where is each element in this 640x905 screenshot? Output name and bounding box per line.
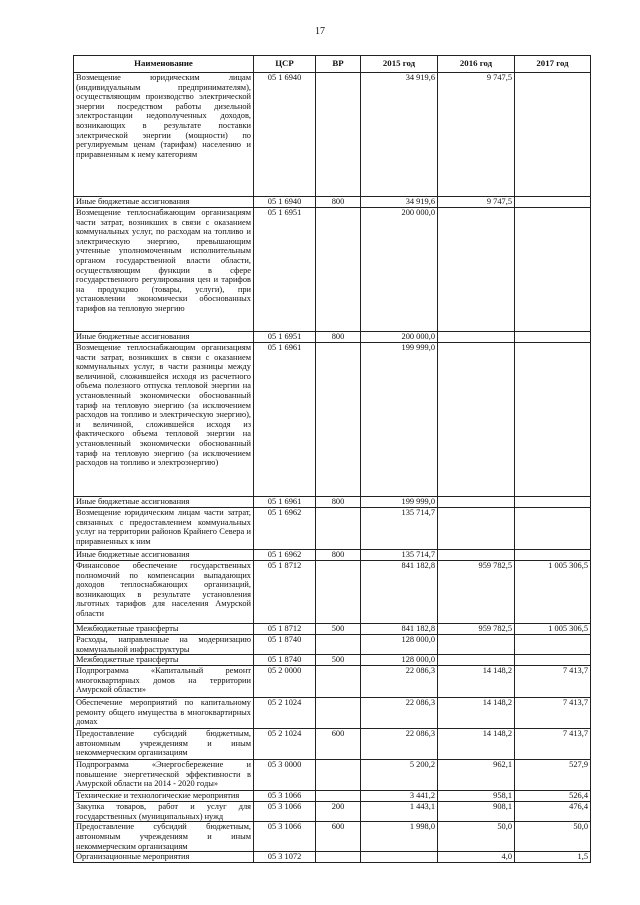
row-2015: 841 182,8 xyxy=(361,561,438,624)
row-vr: 500 xyxy=(316,655,361,666)
table-row xyxy=(74,760,591,791)
row-2015: 199 999,0 xyxy=(361,343,438,497)
row-csr: 05 3 1072 xyxy=(254,852,316,863)
table-row xyxy=(74,197,591,208)
page-number: 17 xyxy=(315,26,325,37)
row-2015: 3 441,2 xyxy=(361,791,438,802)
row-2017: 476,4 xyxy=(515,802,591,822)
row-name: Возмещение теплоснабжающим организациям части затрат, возникших в связи с оказанием коммунальных услуг, по расходам на топливо и электрическую энергию, превышающим учтенные уполномоченным исполнительным органом государственной власти области, осуществляющим функции в сфере государственного регулирования цен и тарифов на продукцию (товары, услуги), при установлении экономически обоснованных тарифов на тепловую энергию xyxy=(74,208,254,332)
row-csr: 05 3 1066 xyxy=(254,802,316,822)
table-row xyxy=(74,561,591,624)
row-2015: 135 714,7 xyxy=(361,508,438,550)
table-body xyxy=(74,73,591,863)
row-csr: 05 1 8740 xyxy=(254,635,316,655)
row-vr xyxy=(316,508,361,550)
row-2015: 841 182,8 xyxy=(361,624,438,635)
row-2016: 9 747,5 xyxy=(438,197,515,208)
row-vr xyxy=(316,561,361,624)
row-csr: 05 2 1024 xyxy=(254,698,316,729)
row-2015: 1 998,0 xyxy=(361,822,438,852)
row-2017 xyxy=(515,332,591,343)
row-name: Иные бюджетные ассигнования xyxy=(74,497,254,508)
row-vr: 500 xyxy=(316,624,361,635)
table-row xyxy=(74,208,591,332)
row-csr: 05 1 6962 xyxy=(254,508,316,550)
row-csr: 05 2 1024 xyxy=(254,729,316,760)
row-2015: 135 714,7 xyxy=(361,550,438,561)
row-2015: 34 919,6 xyxy=(361,197,438,208)
row-2016 xyxy=(438,332,515,343)
row-2016 xyxy=(438,550,515,561)
header-vr: ВР xyxy=(316,56,361,73)
table-row xyxy=(74,729,591,760)
row-2017: 50,0 xyxy=(515,822,591,852)
row-csr: 05 1 8712 xyxy=(254,624,316,635)
row-2017 xyxy=(515,497,591,508)
row-2016 xyxy=(438,655,515,666)
row-2015 xyxy=(361,852,438,863)
row-2015: 22 086,3 xyxy=(361,698,438,729)
row-name: Технические и технологические мероприятия xyxy=(74,791,254,802)
table-row xyxy=(74,508,591,550)
row-vr xyxy=(316,73,361,197)
row-name: Расходы, направленные на модернизацию коммунальной инфраструктуры xyxy=(74,635,254,655)
row-2017 xyxy=(515,635,591,655)
header-2017: 2017 год xyxy=(515,56,591,73)
row-vr: 200 xyxy=(316,802,361,822)
budget-table xyxy=(73,55,591,863)
row-2015: 1 443,1 xyxy=(361,802,438,822)
row-name: Предоставление субсидий бюджетным, автономным учреждениям и иным некоммерческим организациям xyxy=(74,729,254,760)
row-vr xyxy=(316,635,361,655)
row-vr xyxy=(316,343,361,497)
row-name: Подпрограмма «Энергосбережение и повышение энергетической эффективности в Амурской области на 2014 - 2020 годы» xyxy=(74,760,254,791)
row-vr: 600 xyxy=(316,822,361,852)
table-row xyxy=(74,698,591,729)
row-2016 xyxy=(438,343,515,497)
table-row xyxy=(74,791,591,802)
row-csr: 05 1 6940 xyxy=(254,197,316,208)
table-row xyxy=(74,550,591,561)
header-2015: 2015 год xyxy=(361,56,438,73)
row-csr: 05 1 8740 xyxy=(254,655,316,666)
row-name: Межбюджетные трансферты xyxy=(74,624,254,635)
row-2016: 959 782,5 xyxy=(438,561,515,624)
row-csr: 05 1 6961 xyxy=(254,497,316,508)
row-vr xyxy=(316,666,361,698)
row-2016: 962,1 xyxy=(438,760,515,791)
row-vr: 800 xyxy=(316,497,361,508)
row-2015: 128 000,0 xyxy=(361,635,438,655)
table-row xyxy=(74,635,591,655)
row-csr: 05 1 8712 xyxy=(254,561,316,624)
table-row xyxy=(74,624,591,635)
row-2017: 1,5 xyxy=(515,852,591,863)
row-2017 xyxy=(515,343,591,497)
row-csr: 05 1 6951 xyxy=(254,332,316,343)
table-row xyxy=(74,822,591,852)
row-2016: 50,0 xyxy=(438,822,515,852)
table-row xyxy=(74,73,591,197)
row-2017 xyxy=(515,550,591,561)
row-vr xyxy=(316,760,361,791)
row-csr: 05 2 0000 xyxy=(254,666,316,698)
row-name: Финансовое обеспечение государственных полномочий по компенсации выпадающих доходов теплоснабжающих организаций, возникающих в результате установления льготных тарифов для населения Амурской области xyxy=(74,561,254,624)
row-2015: 22 086,3 xyxy=(361,666,438,698)
row-2016 xyxy=(438,508,515,550)
table-row xyxy=(74,666,591,698)
row-name: Иные бюджетные ассигнования xyxy=(74,550,254,561)
row-2017: 527,9 xyxy=(515,760,591,791)
row-2015: 128 000,0 xyxy=(361,655,438,666)
row-vr: 800 xyxy=(316,332,361,343)
row-csr: 05 3 1066 xyxy=(254,822,316,852)
row-vr xyxy=(316,698,361,729)
row-2015: 34 919,6 xyxy=(361,73,438,197)
row-2015: 22 086,3 xyxy=(361,729,438,760)
row-name: Закупка товаров, работ и услуг для государственных (муниципальных) нужд xyxy=(74,802,254,822)
row-2016 xyxy=(438,635,515,655)
row-vr: 800 xyxy=(316,197,361,208)
row-vr xyxy=(316,208,361,332)
row-name: Предоставление субсидий бюджетным, автономным учреждениям и иным некоммерческим организациям xyxy=(74,822,254,852)
table-row xyxy=(74,802,591,822)
row-2017: 7 413,7 xyxy=(515,666,591,698)
header-csr: ЦСР xyxy=(254,56,316,73)
row-name: Межбюджетные трансферты xyxy=(74,655,254,666)
row-vr xyxy=(316,852,361,863)
row-name: Возмещение юридическим лицам (индивидуальным предпринимателям), осуществляющим производство электрической энергии посредством работы дизельной электростанции недополученных доходов, возникающих в результате поставки электрической энергии (мощности) по регулируемым ценам (тарифам) населению и приравненным к нему категориям xyxy=(74,73,254,197)
row-vr xyxy=(316,791,361,802)
row-2017: 7 413,7 xyxy=(515,729,591,760)
row-2017: 7 413,7 xyxy=(515,698,591,729)
row-2017: 1 005 306,5 xyxy=(515,561,591,624)
row-name: Возмещение теплоснабжающим организациям части затрат, возникших в связи с оказанием коммунальных услуг, в части разницы между величиной, сложившейся исходя из расчетного объема полезного отпуска тепловой энергии на установленный экономически обоснованный тариф на тепловую энергию (за исключением расходов на топливо и электрическую энергию), и величиной, сложившейся исходя из фактического объема тепловой энергии на установленный экономически обоснованный тариф на тепловую энергию (за исключением расходов на топливо и электроэнергию) xyxy=(74,343,254,497)
table-row xyxy=(74,655,591,666)
row-csr: 05 1 6940 xyxy=(254,73,316,197)
row-2016: 959 782,5 xyxy=(438,624,515,635)
row-csr: 05 1 6951 xyxy=(254,208,316,332)
row-2015: 200 000,0 xyxy=(361,332,438,343)
row-csr: 05 3 0000 xyxy=(254,760,316,791)
row-2017 xyxy=(515,208,591,332)
header-2016: 2016 год xyxy=(438,56,515,73)
row-2017: 1 005 306,5 xyxy=(515,624,591,635)
row-2016: 14 148,2 xyxy=(438,666,515,698)
row-name: Обеспечение мероприятий по капитальному ремонту общего имущества в многоквартирных домах xyxy=(74,698,254,729)
row-csr: 05 1 6961 xyxy=(254,343,316,497)
row-name: Организационные мероприятия xyxy=(74,852,254,863)
row-csr: 05 3 1066 xyxy=(254,791,316,802)
row-2017: 526,4 xyxy=(515,791,591,802)
table-row xyxy=(74,852,591,863)
row-2016: 14 148,2 xyxy=(438,729,515,760)
row-2017 xyxy=(515,508,591,550)
row-2016 xyxy=(438,497,515,508)
header-name: Наименование xyxy=(74,56,254,73)
row-2015: 5 200,2 xyxy=(361,760,438,791)
row-2016: 958,1 xyxy=(438,791,515,802)
row-2016: 908,1 xyxy=(438,802,515,822)
row-2015: 199 999,0 xyxy=(361,497,438,508)
row-2017 xyxy=(515,655,591,666)
row-2017 xyxy=(515,73,591,197)
row-2016: 9 747,5 xyxy=(438,73,515,197)
row-name: Иные бюджетные ассигнования xyxy=(74,197,254,208)
table-row xyxy=(74,343,591,497)
row-2016: 4,0 xyxy=(438,852,515,863)
row-csr: 05 1 6962 xyxy=(254,550,316,561)
row-vr: 800 xyxy=(316,550,361,561)
table-row xyxy=(74,332,591,343)
row-2015: 200 000,0 xyxy=(361,208,438,332)
row-name: Подпрограмма «Капитальный ремонт многоквартирных домов на территории Амурской области» xyxy=(74,666,254,698)
row-name: Возмещение юридическим лицам части затрат, связанных с предоставлением коммунальных услуг на территории районов Крайнего Севера и приравненных к ним xyxy=(74,508,254,550)
row-2016: 14 148,2 xyxy=(438,698,515,729)
row-vr: 600 xyxy=(316,729,361,760)
row-2017 xyxy=(515,197,591,208)
table-row xyxy=(74,497,591,508)
row-name: Иные бюджетные ассигнования xyxy=(74,332,254,343)
table-header-row xyxy=(74,56,591,73)
row-2016 xyxy=(438,208,515,332)
